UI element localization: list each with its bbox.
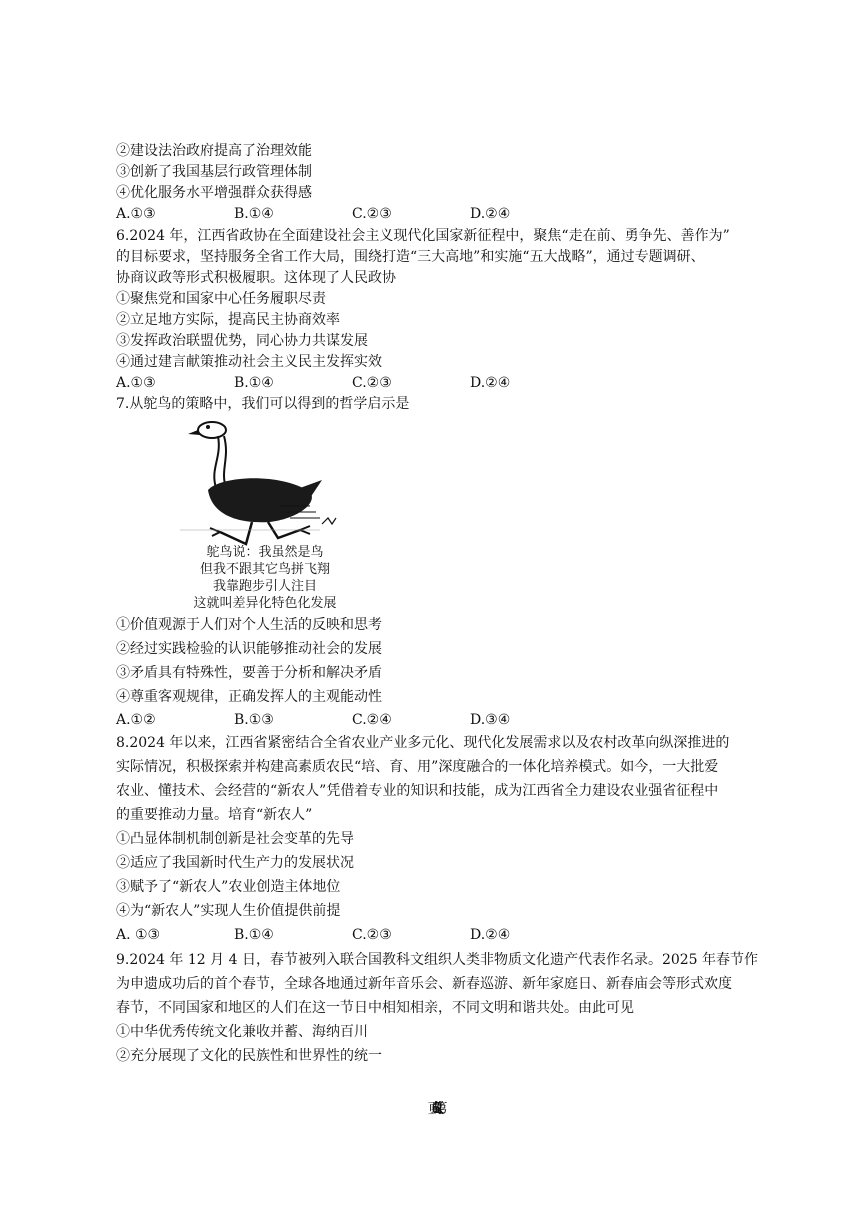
q8-stem-line: 实际情况，积极探索并构建高素质农民“培、育、用”深度融合的一体化培养模式。如今，一大批爱 [116,759,719,775]
q6-option-a: A.①③ [116,375,156,391]
q8-option-d: D.②④ [470,927,511,943]
q9-stem-line: 9.2024 年 12 月 4 日，春节被列入联合国教科文组织人类非物质文化遗产代表作名录。2025 年春节作 [116,952,759,968]
q7-stem: 7.从鸵鸟的策略中，我们可以得到的哲学启示是 [116,396,410,412]
q8-options [116,924,588,946]
q8-stem-line: 农业、懂技术、会经营的“新农人”凭借着专业的知识和技能，成为江西省全力建设农业强省征程中 [116,783,719,799]
q8-option-b: B.①④ [234,927,274,943]
cartoon-caption [180,544,350,612]
q8-option-c: C.②③ [352,927,392,943]
q8-item-1: ①凸显体制机制创新是社会变革的先导 [116,831,354,847]
q7-item-2: ②经过实践检验的认识能够推动社会的发展 [116,641,382,657]
q6-option-b: B.①④ [234,375,274,391]
q5-option-d: D.②④ [470,206,511,222]
cartoon-caption-line: 这就叫差异化特色化发展 [193,596,337,611]
q5-item-2: ②建设法治政府提高了治理效能 [116,143,312,159]
q7-item-4: ④尊重客观规律，正确发挥人的主观能动性 [116,689,382,705]
q6-option-c: C.②③ [352,375,392,391]
q7-option-d: D.③④ [470,712,511,728]
q7-option-c: C.②④ [352,712,392,728]
page-number [0,1098,867,1120]
q6-stem-line: 的目标要求，坚持服务全省工作大局，围绕打造“三大高地”和实施“五大战略”，通过专题调研、 [116,249,705,265]
q6-stem-line: 6.2024 年，江西省政协在全面建设社会主义现代化国家新征程中，聚焦“走在前、勇争先、善作为” [116,228,730,244]
cartoon-caption-line: 我靠跑步引人注目 [212,579,317,594]
q6-item-2: ②立足地方实际，提高民主协商效率 [116,312,340,328]
q5-option-c: C.②③ [352,206,392,222]
q8-stem-line: 的重要推动力量。培育“新农人” [116,807,313,823]
q5-options [116,203,588,225]
q6-option-d: D.②④ [470,375,511,391]
q8-stem-line: 8.2024 年以来，江西省紧密结合全省农业产业多元化、现代化发展需求以及农村改革向纵深推进的 [116,735,730,751]
q5-option-a: A.①③ [116,206,156,222]
q8-option-a: A. ①③ [116,927,161,943]
q7-item-3: ③矛盾具有特殊性，要善于分析和解决矛盾 [116,665,382,681]
q9-stem-line: 春节，不同国家和地区的人们在这一节日中相知相亲，不同文明和谐共处。由此可见 [116,1000,634,1016]
q6-options [116,372,588,394]
q5-option-b: B.①④ [234,206,274,222]
q5-item-3: ③创新了我国基层行政管理体制 [116,164,312,180]
q9-item-1: ①中华优秀传统文化兼收并蓄、海纳百川 [116,1024,368,1040]
q7-option-a: A.①② [116,712,156,728]
q7-option-b: B.①③ [234,712,274,728]
cartoon-caption-line: 但我不跟其它鸟拼飞翔 [199,562,330,577]
q9-item-2: ②充分展现了文化的民族性和世界性的统一 [116,1048,382,1064]
cartoon-caption-line: 鸵鸟说：我虽然是鸟 [206,545,324,560]
q6-item-4: ④通过建言献策推动社会主义民主发挥实效 [116,354,382,370]
q6-item-3: ③发挥政治联盟优势，同心协力共谋发展 [116,333,368,349]
q8-item-4: ④为“新农人”实现人生价值提供前提 [116,903,341,919]
q8-item-2: ②适应了我国新时代生产力的发展状况 [116,855,354,871]
q7-options [116,709,588,731]
q5-item-4: ④优化服务水平增强群众获得感 [116,185,312,201]
q9-stem-line: 为申遗成功后的首个春节，全球各地通过新年音乐会、新春巡游、新年家庭日、新春庙会等形式欢度 [116,976,732,992]
q6-item-1: ①聚焦党和国家中心任务履职尽责 [116,291,326,307]
q8-item-3: ③赋予了“新农人”农业创造主体地位 [116,879,341,895]
q7-item-1: ①价值观源于人们对个人生活的反映和思考 [116,617,382,633]
ostrich-cartoon [160,418,350,618]
q6-stem-line: 协商议政等形式积极履职。这体现了人民政协 [116,270,396,286]
